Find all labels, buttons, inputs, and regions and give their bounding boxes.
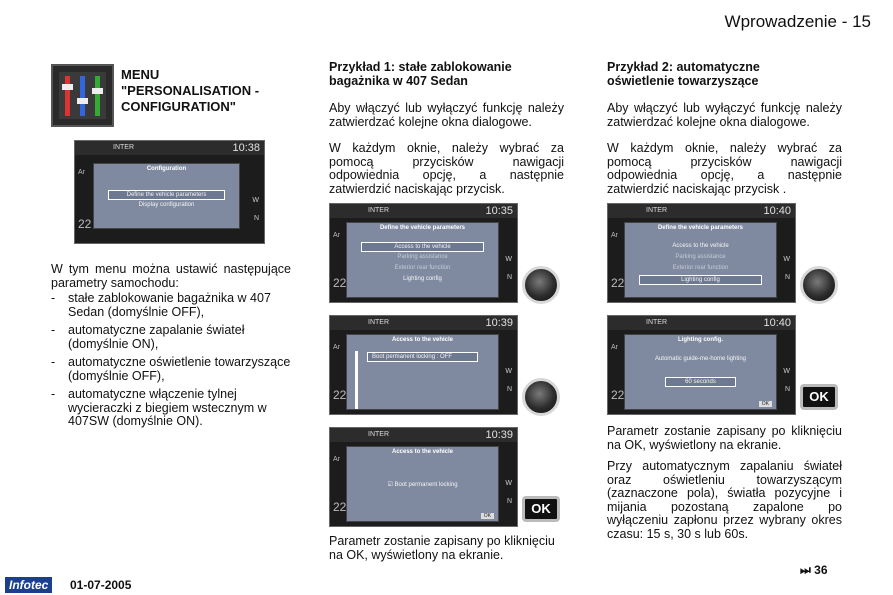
menu-title-line: CONFIGURATION": [121, 99, 236, 114]
example1-para2: W każdym oknie, należy wybrać za pomocą przycisków nawigacji odpowiednia opcję, a następnie zatwierdzić naciskając przycisk.: [329, 141, 564, 196]
screen-side-w: W: [505, 256, 512, 263]
vehicle-params-screen: [329, 203, 518, 303]
example1-heading: [329, 61, 569, 88]
list-item: - automatyczne zapalanie świateł (domyślnie ON),: [51, 324, 291, 351]
screen-menu-item[interactable]: Access to the vehicle: [361, 242, 484, 252]
ok-button[interactable]: OK: [522, 496, 560, 522]
example2-para1: Aby włączyć lub wyłączyć funkcję należy zatwierdzać kolejne okna dialogowe.: [607, 101, 842, 129]
screen-number: 22: [333, 276, 347, 290]
screen-inter-label: INTER: [113, 144, 134, 151]
screen-panel: [93, 163, 240, 229]
screen-side-label: Ar: [78, 169, 85, 176]
example2-heading: [607, 61, 847, 88]
screen-side-n: N: [506, 498, 512, 505]
screen-menu-item[interactable]: Parking assistance: [397, 254, 448, 260]
screen-menu-item[interactable]: Access to the vehicle: [672, 243, 729, 249]
screen-clock: 10:39: [485, 429, 513, 441]
screen-side-label: Ar: [611, 232, 618, 239]
checkbox-icon: ☑: [387, 482, 395, 488]
screen-clock: 10:40: [763, 317, 791, 329]
screen-number: 22: [611, 276, 625, 290]
screen-number: 22: [78, 217, 92, 231]
ok-button[interactable]: OK: [800, 384, 838, 410]
heading-line: Przykład 2: automatyczne: [607, 60, 760, 74]
screen-ok-button[interactable]: OK: [481, 513, 494, 519]
screen-side-w: W: [505, 368, 512, 375]
duration-select[interactable]: 60 seconds: [665, 377, 736, 387]
screen-number: 22: [333, 388, 347, 402]
screen-clock: 10:40: [763, 205, 791, 217]
screen-side-label: Ar: [333, 232, 340, 239]
menu-title-line: "PERSONALISATION -: [121, 83, 260, 98]
screen-menu-item[interactable]: Exterior rear function: [394, 265, 451, 271]
screen-side-label: Ar: [333, 344, 340, 351]
config-screen: [74, 140, 265, 244]
example1-para1: Aby włączyć lub wyłączyć funkcję należy zatwierdzać kolejne okna dialogowe.: [329, 101, 564, 129]
screen-panel-title: Define the vehicle parameters: [379, 225, 466, 231]
screen-side-w: W: [252, 197, 259, 204]
screen-side-n: N: [784, 386, 790, 393]
screen-menu-item[interactable]: Boot permanent locking : OFF: [367, 352, 478, 362]
screen-inter-label: INTER: [368, 319, 389, 326]
list-intro: W tym menu można ustawić następujące parametry samochodu:: [51, 262, 291, 290]
screen-inter-label: INTER: [368, 431, 389, 438]
screen-panel-title: Define the vehicle parameters: [657, 225, 744, 231]
screen-panel: [346, 222, 499, 298]
screen-topbar: [330, 204, 517, 218]
screen-inter-label: INTER: [646, 207, 667, 214]
parameters-list: [51, 263, 291, 434]
heading-line: Przykład 1: stałe zablokowanie: [329, 60, 512, 74]
screen-side-w: W: [783, 256, 790, 263]
list-item: - automatyczne oświetlenie towarzyszące (domyślnie OFF),: [51, 356, 291, 383]
heading-line: oświetlenie towarzyszące: [607, 73, 759, 88]
screen-panel-title: Lighting config.: [678, 337, 723, 343]
navigation-knob-icon[interactable]: [800, 266, 838, 304]
screen-side-n: N: [506, 274, 512, 281]
vehicle-params-screen: [607, 203, 796, 303]
scrollbar[interactable]: [355, 351, 358, 409]
screen-clock: 10:38: [232, 142, 260, 154]
screen-menu-item-label: Boot permanent locking: [394, 482, 458, 488]
settings-sliders-icon: [51, 64, 114, 127]
screen-option-label: Automatic guide-me-home lighting: [654, 356, 747, 362]
screen-side-label: Ar: [333, 456, 340, 463]
screen-clock: 10:39: [485, 317, 513, 329]
screen-side-n: N: [784, 274, 790, 281]
screen-panel: [624, 222, 777, 298]
footer-date: 01-07-2005: [70, 578, 132, 592]
example2-caption2: Przy automatycznym zapalaniu świateł oraz oświetleniu towarzyszącym (zaznaczone pola), światła pozycyjne i mijania pozostaną zapalone po wyłączeniu zapłonu przez wybrany okres czasu: 15 s, 30 s lub 60s.: [607, 459, 842, 541]
screen-panel: [624, 334, 777, 410]
boot-locking-screen: [329, 427, 518, 527]
access-vehicle-screen: [329, 315, 518, 415]
navigation-knob-icon[interactable]: [522, 378, 560, 416]
screen-inter-label: INTER: [646, 319, 667, 326]
screen-clock: 10:35: [485, 205, 513, 217]
screen-panel-title: Configuration: [146, 166, 187, 172]
list-item: - automatyczne włączenie tylnej wycieraczki z biegiem wstecznym w 407SW (domyślnie ON).: [51, 388, 291, 429]
screen-panel-title: Access to the vehicle: [391, 337, 454, 343]
menu-title-line: MENU: [121, 67, 160, 82]
screen-topbar: [608, 316, 795, 330]
menu-title: [121, 67, 259, 115]
screen-number: 22: [333, 500, 347, 514]
screen-panel: [346, 334, 499, 410]
screen-menu-item[interactable]: Lighting config: [639, 275, 762, 285]
screen-side-n: N: [506, 386, 512, 393]
example2-caption1: Parametr zostanie zapisany po kliknięciu na OK, wyświetlony na ekranie.: [607, 424, 842, 452]
screen-menu-item[interactable]: Define the vehicle parameters: [108, 190, 225, 200]
example1-caption: Parametr zostanie zapisany po kliknięciu na OK, wyświetlony na ekranie.: [329, 534, 555, 562]
example2-para2: W każdym oknie, należy wybrać za pomocą przycisków nawigacji odpowiednia opcję, a następnie zatwierdzić naciskając przycisk .: [607, 141, 842, 196]
screen-menu-item[interactable]: Exterior rear function: [672, 265, 729, 271]
fast-forward-icon: ⏭: [800, 563, 811, 577]
screen-menu-item[interactable]: [361, 481, 484, 489]
screen-panel-title: Access to the vehicle: [391, 449, 454, 455]
navigation-knob-icon[interactable]: [522, 266, 560, 304]
screen-side-label: Ar: [611, 344, 618, 351]
next-page-number: 36: [814, 563, 828, 577]
screen-topbar: [608, 204, 795, 218]
screen-inter-label: INTER: [368, 207, 389, 214]
screen-number: 22: [611, 388, 625, 402]
infotec-logo: Infotec: [5, 577, 52, 593]
screen-side-w: W: [783, 368, 790, 375]
next-page-link[interactable]: [800, 563, 828, 578]
heading-line: bagażnika w 407 Sedan: [329, 73, 468, 88]
screen-menu-item[interactable]: Parking assistance: [675, 254, 726, 260]
screen-topbar: [330, 428, 517, 442]
screen-side-n: N: [253, 215, 259, 222]
screen-menu-item[interactable]: Lighting config: [403, 276, 442, 282]
screen-side-w: W: [505, 480, 512, 487]
screen-topbar: [75, 141, 264, 155]
screen-menu-item[interactable]: Display configuration: [138, 202, 195, 208]
screen-topbar: [330, 316, 517, 330]
list-item: - stałe zablokowanie bagażnika w 407 Sedan (domyślnie OFF),: [51, 292, 291, 319]
lighting-config-screen: [607, 315, 796, 415]
screen-ok-button[interactable]: OK: [759, 401, 772, 407]
screen-panel: [346, 446, 499, 522]
page-title: Wprowadzenie - 15: [724, 12, 871, 31]
